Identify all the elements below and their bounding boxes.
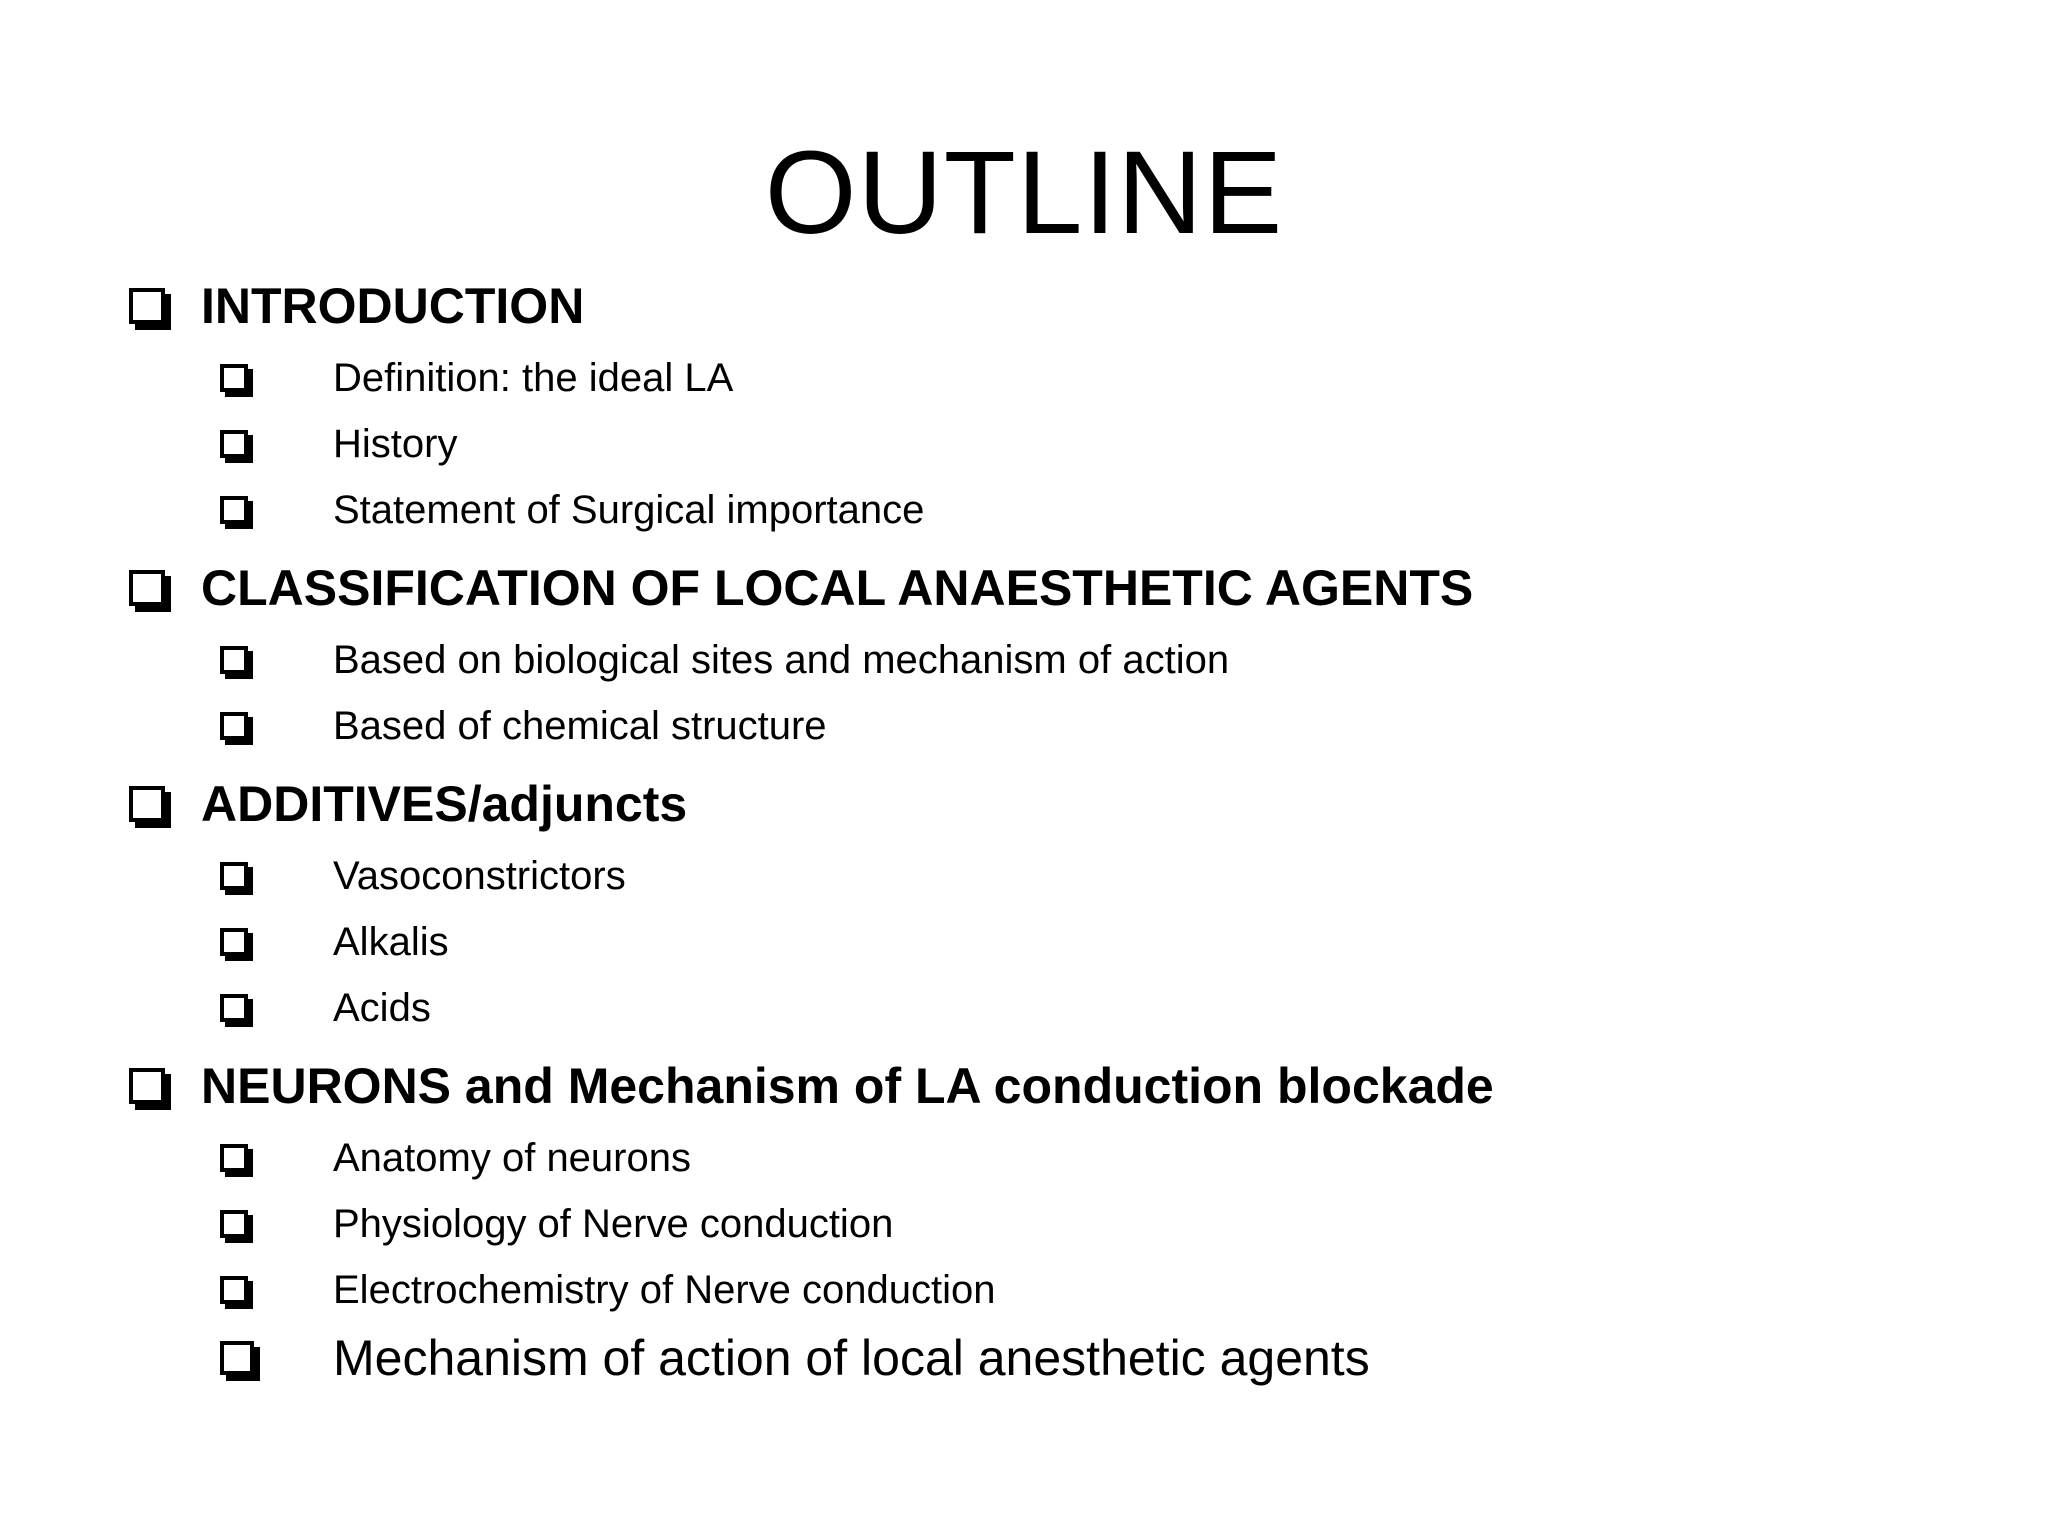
checkbox-icon <box>220 496 248 524</box>
list-item <box>220 976 431 1040</box>
list-item-label: Electrochemistry of Nerve conduction <box>333 1268 996 1312</box>
section-neurons <box>129 1050 1494 1122</box>
list-item-label: Definition: the ideal LA <box>333 356 734 400</box>
slide-title: OUTLINE <box>764 127 1284 259</box>
list-item <box>220 412 457 476</box>
checkbox-icon <box>129 570 165 606</box>
checkbox-icon <box>220 712 248 740</box>
checkbox-icon <box>220 1341 254 1375</box>
list-item <box>220 694 827 758</box>
checkbox-icon <box>129 288 165 324</box>
checkbox-icon <box>129 786 165 822</box>
checkbox-icon <box>129 1068 165 1104</box>
list-item-label: Anatomy of neurons <box>333 1136 691 1180</box>
section-introduction <box>129 270 584 342</box>
list-item <box>220 628 1229 692</box>
list-item-label: Based on biological sites and mechanism of action <box>333 638 1230 682</box>
checkbox-icon <box>220 862 248 890</box>
checkbox-icon <box>220 646 248 674</box>
section-label: CLASSIFICATION OF LOCAL ANAESTHETIC AGENTS <box>201 560 1474 616</box>
section-additives <box>129 768 687 840</box>
checkbox-icon <box>220 994 248 1022</box>
list-item-label: Statement of Surgical importance <box>333 488 925 532</box>
list-item-label: Based of chemical structure <box>333 704 827 748</box>
list-item <box>220 1258 996 1322</box>
list-item <box>220 910 449 974</box>
list-item <box>220 346 733 410</box>
checkbox-icon <box>220 1210 248 1238</box>
list-item <box>220 1126 691 1190</box>
list-item-label: History <box>333 422 458 466</box>
list-item-label: Acids <box>333 986 431 1030</box>
section-label: INTRODUCTION <box>201 278 585 334</box>
checkbox-icon <box>220 364 248 392</box>
list-item <box>220 478 924 542</box>
checkbox-icon <box>220 430 248 458</box>
list-item <box>220 844 626 908</box>
list-item-label: Vasoconstrictors <box>333 854 626 898</box>
list-item <box>220 1192 893 1256</box>
section-label: NEURONS and Mechanism of LA conduction blockade <box>201 1058 1494 1114</box>
section-classification <box>129 552 1473 624</box>
list-item-label: Alkalis <box>333 920 449 964</box>
checkbox-icon <box>220 928 248 956</box>
list-item-label: Mechanism of action of local anesthetic agents <box>333 1330 1370 1386</box>
checkbox-icon <box>220 1276 248 1304</box>
section-label: ADDITIVES/adjuncts <box>201 776 688 832</box>
checkbox-icon <box>220 1144 248 1172</box>
list-item <box>220 1326 1370 1390</box>
list-item-label: Physiology of Nerve conduction <box>333 1202 894 1246</box>
